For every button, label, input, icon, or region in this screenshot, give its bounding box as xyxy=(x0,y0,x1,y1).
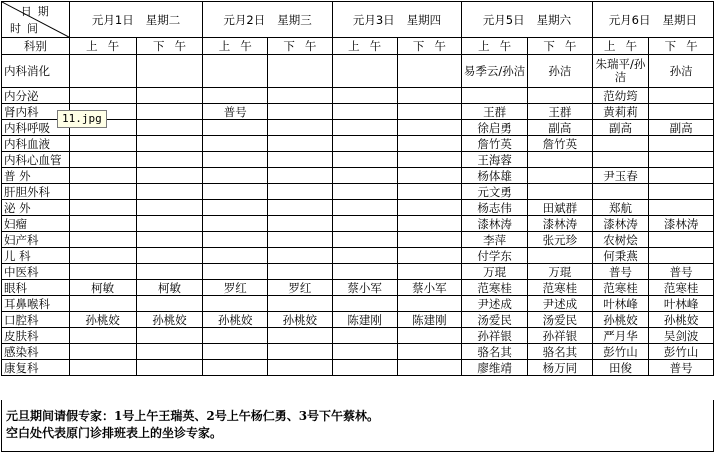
doctor-cell xyxy=(69,152,136,168)
doctor-cell: 孙桃姣 xyxy=(69,312,136,328)
department-name: 儿 科 xyxy=(2,248,70,264)
doctor-cell xyxy=(268,168,333,184)
doctor-cell xyxy=(649,136,714,152)
doctor-cell: 范寒桂 xyxy=(527,280,592,296)
department-name: 妇产科 xyxy=(2,232,70,248)
doctor-cell xyxy=(69,360,136,376)
doctor-cell xyxy=(649,152,714,168)
department-name: 肝胆外科 xyxy=(2,184,70,200)
schedule-row xyxy=(2,328,714,344)
schedule-row xyxy=(2,248,714,264)
doctor-cell xyxy=(203,200,268,216)
doctor-cell xyxy=(397,216,462,232)
schedule-row xyxy=(2,104,714,120)
doctor-cell xyxy=(136,216,203,232)
day-weekday: 星期二 xyxy=(145,12,181,27)
doctor-cell: 何秉燕 xyxy=(592,248,649,264)
day-date: 元月1日 xyxy=(91,12,134,27)
doctor-cell: 王海蓉 xyxy=(462,152,528,168)
doctor-cell xyxy=(397,248,462,264)
day-header xyxy=(69,2,203,38)
doctor-cell xyxy=(527,248,592,264)
doctor-cell xyxy=(69,344,136,360)
doctor-cell xyxy=(332,264,397,280)
doctor-cell xyxy=(69,328,136,344)
doctor-cell: 张元珍 xyxy=(527,232,592,248)
doctor-cell: 易季云/孙洁 xyxy=(462,55,528,88)
doctor-cell: 蔡小军 xyxy=(397,280,462,296)
department-name: 中医科 xyxy=(2,264,70,280)
schedule-row xyxy=(2,200,714,216)
doctor-cell xyxy=(203,216,268,232)
doctor-cell: 范寒桂 xyxy=(649,280,714,296)
doctor-cell: 孙祥银 xyxy=(462,328,528,344)
doctor-cell: 叶林峰 xyxy=(649,296,714,312)
doctor-cell: 朱瑞平/孙洁 xyxy=(592,55,649,88)
pm-header: 下午 xyxy=(527,38,592,55)
am-header: 上午 xyxy=(203,38,268,55)
doctor-cell xyxy=(397,120,462,136)
doctor-cell: 孙桃姣 xyxy=(649,312,714,328)
doctor-cell xyxy=(136,200,203,216)
doctor-cell xyxy=(268,360,333,376)
doctor-cell: 柯敏 xyxy=(136,280,203,296)
doctor-cell xyxy=(69,216,136,232)
doctor-cell xyxy=(203,55,268,88)
doctor-cell xyxy=(69,248,136,264)
doctor-cell: 汤爱民 xyxy=(527,312,592,328)
dept-column-header: 科别 xyxy=(2,38,70,55)
doctor-cell xyxy=(649,168,714,184)
doctor-cell xyxy=(397,136,462,152)
doctor-cell xyxy=(332,55,397,88)
doctor-cell xyxy=(69,88,136,104)
doctor-cell xyxy=(592,136,649,152)
doctor-cell xyxy=(397,344,462,360)
doctor-cell: 陈建刚 xyxy=(332,312,397,328)
doctor-cell xyxy=(332,232,397,248)
doctor-cell xyxy=(649,184,714,200)
doctor-cell xyxy=(136,232,203,248)
doctor-cell xyxy=(69,264,136,280)
day-weekday: 星期三 xyxy=(277,12,312,27)
doctor-cell xyxy=(268,136,333,152)
schedule-row xyxy=(2,280,714,296)
day-weekday: 星期六 xyxy=(536,12,572,27)
doctor-cell: 孙祥银 xyxy=(527,328,592,344)
doctor-cell xyxy=(527,88,592,104)
doctor-cell xyxy=(397,328,462,344)
doctor-cell xyxy=(136,248,203,264)
doctor-cell xyxy=(69,200,136,216)
day-date: 元月6日 xyxy=(608,12,651,27)
doctor-cell xyxy=(268,184,333,200)
doctor-cell: 范幼筠 xyxy=(592,88,649,104)
doctor-cell: 吴剑波 xyxy=(649,328,714,344)
doctor-cell: 万琨 xyxy=(462,264,528,280)
doctor-cell: 副高 xyxy=(527,120,592,136)
day-date: 元月5日 xyxy=(482,12,525,27)
department-name: 耳鼻喉科 xyxy=(2,296,70,312)
day-date: 元月3日 xyxy=(352,12,395,27)
doctor-cell xyxy=(69,232,136,248)
day-header xyxy=(203,2,332,38)
doctor-cell: 罗红 xyxy=(203,280,268,296)
pm-header: 下午 xyxy=(649,38,714,55)
doctor-cell xyxy=(69,184,136,200)
doctor-cell xyxy=(649,200,714,216)
schedule-row xyxy=(2,344,714,360)
doctor-cell xyxy=(203,328,268,344)
day-header xyxy=(462,2,592,38)
department-name: 内分泌 xyxy=(2,88,70,104)
schedule-row xyxy=(2,232,714,248)
doctor-cell: 漆林涛 xyxy=(462,216,528,232)
doctor-cell xyxy=(397,88,462,104)
department-name: 普 外 xyxy=(2,168,70,184)
doctor-cell xyxy=(268,216,333,232)
doctor-cell: 万琨 xyxy=(527,264,592,280)
am-header: 上午 xyxy=(69,38,136,55)
doctor-cell xyxy=(203,88,268,104)
doctor-cell xyxy=(136,55,203,88)
doctor-cell: 詹竹英 xyxy=(462,136,528,152)
doctor-cell xyxy=(397,104,462,120)
doctor-cell: 杨体雄 xyxy=(462,168,528,184)
doctor-cell xyxy=(397,232,462,248)
doctor-cell xyxy=(268,328,333,344)
day-header xyxy=(332,2,461,38)
department-name: 口腔科 xyxy=(2,312,70,328)
doctor-cell: 杨志伟 xyxy=(462,200,528,216)
department-name: 皮肤科 xyxy=(2,328,70,344)
doctor-cell: 郑航 xyxy=(592,200,649,216)
doctor-cell: 彭竹山 xyxy=(592,344,649,360)
day-header xyxy=(592,2,713,38)
doctor-cell xyxy=(397,168,462,184)
doctor-cell xyxy=(649,248,714,264)
schedule-row xyxy=(2,152,714,168)
doctor-cell xyxy=(332,88,397,104)
doctor-cell: 孙洁 xyxy=(649,55,714,88)
doctor-cell xyxy=(268,55,333,88)
doctor-cell: 副高 xyxy=(649,120,714,136)
doctor-cell xyxy=(268,296,333,312)
doctor-cell xyxy=(203,168,268,184)
doctor-cell xyxy=(649,232,714,248)
doctor-cell xyxy=(268,104,333,120)
doctor-cell xyxy=(136,344,203,360)
date-header-row xyxy=(2,2,714,38)
doctor-cell xyxy=(332,296,397,312)
doctor-cell: 彭竹山 xyxy=(649,344,714,360)
doctor-cell xyxy=(268,200,333,216)
doctor-cell xyxy=(268,344,333,360)
corner-cell xyxy=(2,2,70,38)
doctor-cell xyxy=(397,152,462,168)
department-name: 内科消化 xyxy=(2,55,70,88)
doctor-cell: 普号 xyxy=(592,264,649,280)
doctor-cell xyxy=(136,152,203,168)
doctor-cell xyxy=(203,136,268,152)
department-name: 肾内科 xyxy=(2,104,70,120)
doctor-cell xyxy=(649,88,714,104)
doctor-cell: 孙桃姣 xyxy=(268,312,333,328)
day-weekday: 星期四 xyxy=(406,12,442,27)
department-name: 内科血液 xyxy=(2,136,70,152)
schedule-row xyxy=(2,120,714,136)
department-name: 感染科 xyxy=(2,344,70,360)
doctor-cell xyxy=(527,184,592,200)
doctor-cell: 副高 xyxy=(592,120,649,136)
day-weekday: 星期日 xyxy=(662,12,698,27)
doctor-cell: 孙桃姣 xyxy=(592,312,649,328)
department-name: 康复科 xyxy=(2,360,70,376)
doctor-cell: 付学东 xyxy=(462,248,528,264)
doctor-cell xyxy=(203,120,268,136)
doctor-cell: 范寒桂 xyxy=(592,280,649,296)
doctor-cell xyxy=(203,264,268,280)
footer-notes xyxy=(1,400,714,452)
doctor-cell: 詹竹英 xyxy=(527,136,592,152)
doctor-cell xyxy=(136,328,203,344)
schedule-row xyxy=(2,360,714,376)
doctor-cell xyxy=(136,88,203,104)
corner-time-label: 时间 xyxy=(10,22,44,35)
department-name: 内科呼吸 xyxy=(2,120,70,136)
department-name: 眼科 xyxy=(2,280,70,296)
doctor-cell xyxy=(203,232,268,248)
schedule-row xyxy=(2,296,714,312)
doctor-cell xyxy=(136,264,203,280)
doctor-cell: 田斌群 xyxy=(527,200,592,216)
doctor-cell: 漆林涛 xyxy=(649,216,714,232)
doctor-cell xyxy=(527,168,592,184)
pm-header: 下午 xyxy=(136,38,203,55)
doctor-cell xyxy=(397,296,462,312)
doctor-cell xyxy=(462,88,528,104)
doctor-cell: 田俊 xyxy=(592,360,649,376)
blank-cell-notice: 空白处代表原门诊排班表上的坐诊专家。 xyxy=(6,426,223,440)
doctor-cell: 李萍 xyxy=(462,232,528,248)
doctor-cell xyxy=(136,104,203,120)
am-header: 上午 xyxy=(462,38,528,55)
doctor-cell xyxy=(203,296,268,312)
leave-notice: 元旦期间请假专家：1号上午王瑞英、2号上午杨仁勇、3号下午蔡林。 xyxy=(6,409,380,423)
doctor-cell xyxy=(268,152,333,168)
doctor-cell: 王群 xyxy=(527,104,592,120)
doctor-cell xyxy=(332,200,397,216)
doctor-cell xyxy=(332,168,397,184)
doctor-cell xyxy=(397,264,462,280)
schedule-row xyxy=(2,168,714,184)
department-name: 内科心血管 xyxy=(2,152,70,168)
schedule-row xyxy=(2,136,714,152)
doctor-cell xyxy=(268,232,333,248)
pm-header: 下午 xyxy=(268,38,333,55)
doctor-cell xyxy=(397,55,462,88)
doctor-cell xyxy=(136,136,203,152)
doctor-cell xyxy=(136,184,203,200)
pm-header: 下午 xyxy=(397,38,462,55)
doctor-cell xyxy=(332,120,397,136)
doctor-cell: 汤爱民 xyxy=(462,312,528,328)
doctor-cell: 黄莉莉 xyxy=(592,104,649,120)
doctor-cell xyxy=(332,360,397,376)
doctor-cell: 孙桃姣 xyxy=(203,312,268,328)
doctor-cell xyxy=(332,136,397,152)
doctor-cell: 元文勇 xyxy=(462,184,528,200)
image-filename-tooltip: 11.jpg xyxy=(57,110,107,128)
doctor-cell: 柯敏 xyxy=(69,280,136,296)
schedule-row xyxy=(2,184,714,200)
doctor-cell: 杨万同 xyxy=(527,360,592,376)
schedule-row xyxy=(2,312,714,328)
doctor-cell xyxy=(268,120,333,136)
schedule-row xyxy=(2,88,714,104)
doctor-cell: 漆林涛 xyxy=(592,216,649,232)
doctor-cell xyxy=(136,360,203,376)
doctor-cell xyxy=(69,136,136,152)
doctor-cell: 叶林峰 xyxy=(592,296,649,312)
doctor-cell xyxy=(268,88,333,104)
doctor-cell xyxy=(69,168,136,184)
am-header: 上午 xyxy=(592,38,649,55)
doctor-cell: 廖维靖 xyxy=(462,360,528,376)
doctor-cell xyxy=(136,296,203,312)
doctor-cell xyxy=(332,248,397,264)
schedule-row xyxy=(2,216,714,232)
doctor-cell xyxy=(332,344,397,360)
doctor-cell: 普号 xyxy=(203,104,268,120)
doctor-cell xyxy=(397,200,462,216)
doctor-cell: 王群 xyxy=(462,104,528,120)
doctor-cell xyxy=(203,248,268,264)
doctor-cell xyxy=(592,184,649,200)
doctor-cell xyxy=(649,104,714,120)
doctor-cell: 徐启勇 xyxy=(462,120,528,136)
schedule-row xyxy=(2,55,714,88)
department-name: 泌 外 xyxy=(2,200,70,216)
doctor-cell: 范寒桂 xyxy=(462,280,528,296)
schedule-row xyxy=(2,264,714,280)
doctor-cell: 孙洁 xyxy=(527,55,592,88)
am-header: 上午 xyxy=(332,38,397,55)
doctor-cell: 孙桃姣 xyxy=(136,312,203,328)
doctor-cell: 尹述成 xyxy=(527,296,592,312)
doctor-cell: 尹玉春 xyxy=(592,168,649,184)
doctor-cell: 严月华 xyxy=(592,328,649,344)
doctor-cell xyxy=(69,296,136,312)
clinic-schedule-table xyxy=(1,1,714,376)
doctor-cell: 骆名其 xyxy=(527,344,592,360)
doctor-cell xyxy=(332,216,397,232)
department-name: 妇瘤 xyxy=(2,216,70,232)
doctor-cell: 普号 xyxy=(649,264,714,280)
doctor-cell: 普号 xyxy=(649,360,714,376)
doctor-cell xyxy=(136,168,203,184)
doctor-cell: 罗红 xyxy=(268,280,333,296)
doctor-cell xyxy=(203,184,268,200)
corner-date-label: 日期 xyxy=(20,5,55,18)
doctor-cell xyxy=(332,184,397,200)
doctor-cell: 农树烩 xyxy=(592,232,649,248)
doctor-cell xyxy=(592,152,649,168)
doctor-cell xyxy=(203,344,268,360)
day-date: 元月2日 xyxy=(223,12,266,27)
doctor-cell: 骆名其 xyxy=(462,344,528,360)
doctor-cell xyxy=(69,55,136,88)
doctor-cell xyxy=(136,120,203,136)
doctor-cell xyxy=(332,152,397,168)
doctor-cell: 陈建刚 xyxy=(397,312,462,328)
doctor-cell: 蔡小军 xyxy=(332,280,397,296)
doctor-cell xyxy=(203,360,268,376)
doctor-cell xyxy=(268,264,333,280)
doctor-cell: 尹述成 xyxy=(462,296,528,312)
doctor-cell xyxy=(332,328,397,344)
doctor-cell xyxy=(397,360,462,376)
doctor-cell xyxy=(527,152,592,168)
ampm-header-row xyxy=(2,38,714,55)
doctor-cell xyxy=(203,152,268,168)
doctor-cell: 漆林涛 xyxy=(527,216,592,232)
doctor-cell xyxy=(397,184,462,200)
doctor-cell xyxy=(332,104,397,120)
doctor-cell xyxy=(268,248,333,264)
